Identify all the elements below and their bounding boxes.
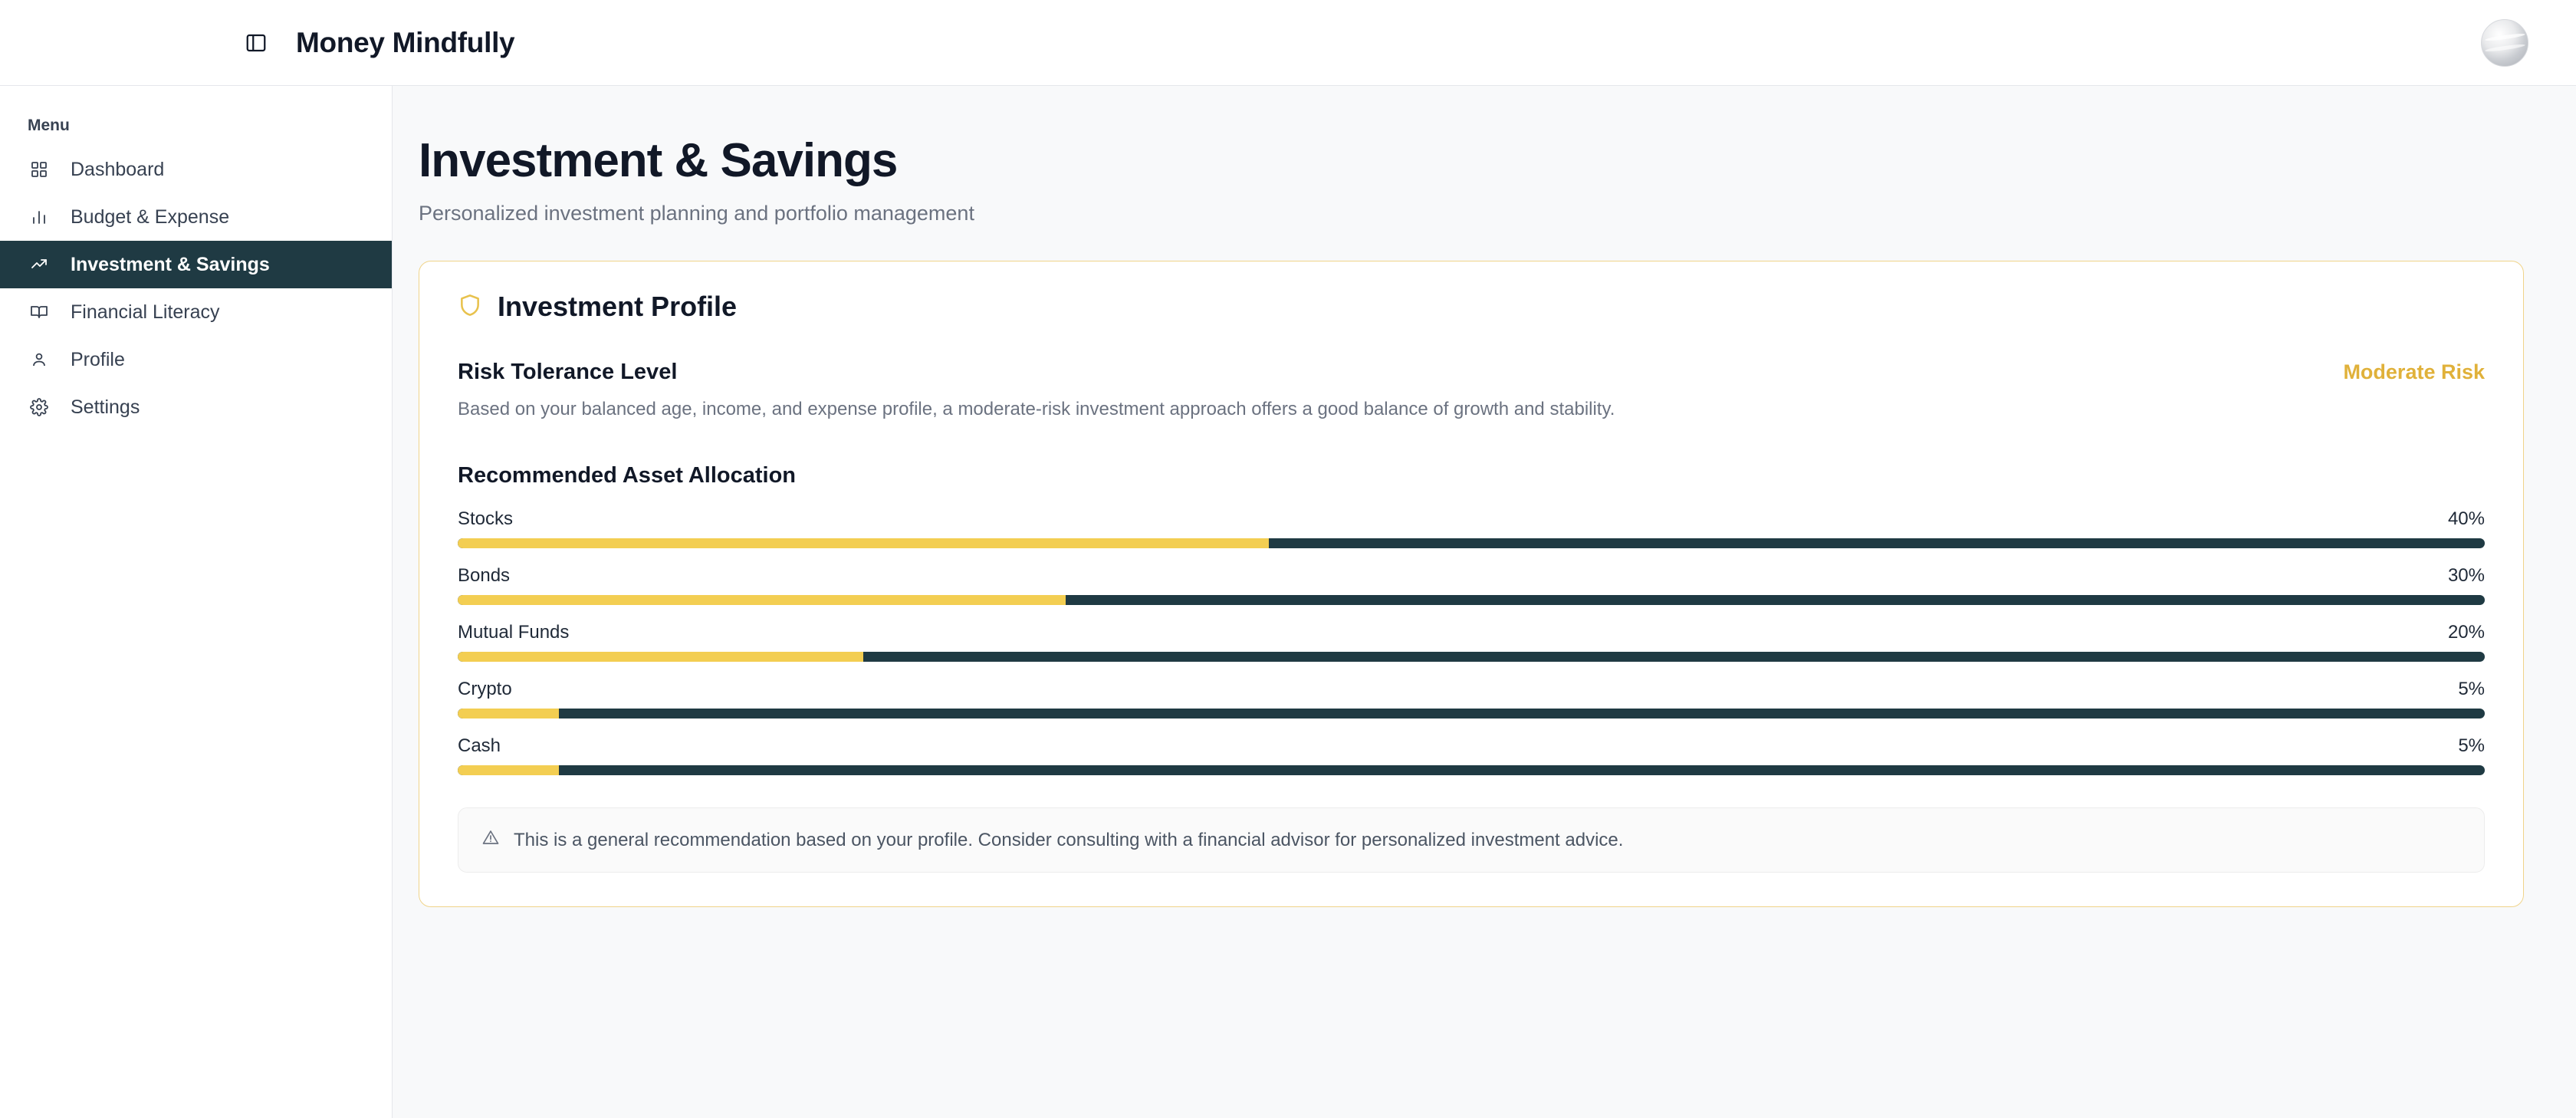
allocation-bar-track xyxy=(458,652,2485,662)
risk-tolerance-title: Risk Tolerance Level xyxy=(458,360,678,385)
risk-tolerance-row xyxy=(458,360,2485,385)
investment-profile-card xyxy=(419,261,2524,907)
allocation-bar-track xyxy=(458,538,2485,548)
allocation-value: 20% xyxy=(2447,622,2485,643)
sidebar xyxy=(0,86,393,1118)
allocation-value: 40% xyxy=(2447,508,2485,530)
list-item xyxy=(458,679,2485,718)
gear-icon xyxy=(28,396,51,419)
sidebar-item-label: Dashboard xyxy=(71,158,165,180)
grid-icon xyxy=(28,158,51,181)
allocation-title: Recommended Asset Allocation xyxy=(458,463,797,488)
page-title: Investment & Savings xyxy=(419,134,898,187)
sidebar-item-label: Financial Literacy xyxy=(71,301,220,323)
book-open-icon xyxy=(28,301,51,324)
trending-up-icon xyxy=(28,253,51,276)
sidebar-item-settings[interactable] xyxy=(0,383,392,431)
bar-chart-icon xyxy=(28,206,51,229)
sidebar-item-label: Settings xyxy=(71,396,140,418)
allocation-bar-fill xyxy=(458,709,559,718)
shield-icon xyxy=(458,293,482,321)
card-header xyxy=(458,291,2485,323)
panel-left-icon[interactable] xyxy=(239,26,273,60)
list-item xyxy=(458,622,2485,662)
allocation-bar-fill xyxy=(458,765,559,775)
allocation-bar-fill xyxy=(458,595,1066,605)
sidebar-item-label: Budget & Expense xyxy=(71,206,230,228)
app-shell xyxy=(0,86,2576,1118)
avatar[interactable] xyxy=(2481,19,2528,67)
allocation-label: Bonds xyxy=(458,565,511,587)
app-title: Money Mindfully xyxy=(296,26,515,58)
allocation-bar-fill xyxy=(458,538,1269,548)
advisory-note-text: This is a general recommendation based on your profile. Consider consulting with a financial advisor for personalized investment advice. xyxy=(514,829,1624,850)
sidebar-item-budget-expense[interactable] xyxy=(0,193,392,241)
allocation-label: Stocks xyxy=(458,508,514,530)
allocation-bar-track xyxy=(458,709,2485,718)
allocation-list xyxy=(458,508,2485,775)
advisory-note xyxy=(458,807,2485,873)
page-subtitle: Personalized investment planning and portfolio management xyxy=(419,202,974,225)
allocation-bar-track xyxy=(458,595,2485,605)
sidebar-item-label: Profile xyxy=(71,348,125,370)
main-content xyxy=(393,86,2576,1118)
sidebar-item-dashboard[interactable] xyxy=(0,146,392,193)
allocation-value: 5% xyxy=(2458,735,2485,757)
list-item xyxy=(458,508,2485,548)
sidebar-item-label: Investment & Savings xyxy=(71,253,270,275)
risk-description: Based on your balanced age, income, and expense profile, a moderate-risk investment approach offers a good balance of growth and stability. xyxy=(458,399,1615,420)
allocation-label: Mutual Funds xyxy=(458,622,570,643)
allocation-bar-fill xyxy=(458,652,863,662)
allocation-bar-track xyxy=(458,765,2485,775)
sidebar-menu-label: Menu xyxy=(28,117,70,134)
allocation-value: 30% xyxy=(2447,565,2485,587)
list-item xyxy=(458,565,2485,605)
allocation-value: 5% xyxy=(2458,679,2485,700)
sidebar-item-profile[interactable] xyxy=(0,336,392,383)
alert-triangle-icon xyxy=(481,828,500,852)
user-icon xyxy=(28,348,51,371)
status-badge: Moderate Risk xyxy=(2343,360,2485,384)
top-bar xyxy=(0,0,2576,86)
card-title: Investment Profile xyxy=(498,291,738,323)
sidebar-item-financial-literacy[interactable] xyxy=(0,288,392,336)
allocation-label: Crypto xyxy=(458,679,512,700)
allocation-label: Cash xyxy=(458,735,501,757)
sidebar-item-investment-savings[interactable] xyxy=(0,241,392,288)
list-item xyxy=(458,735,2485,775)
